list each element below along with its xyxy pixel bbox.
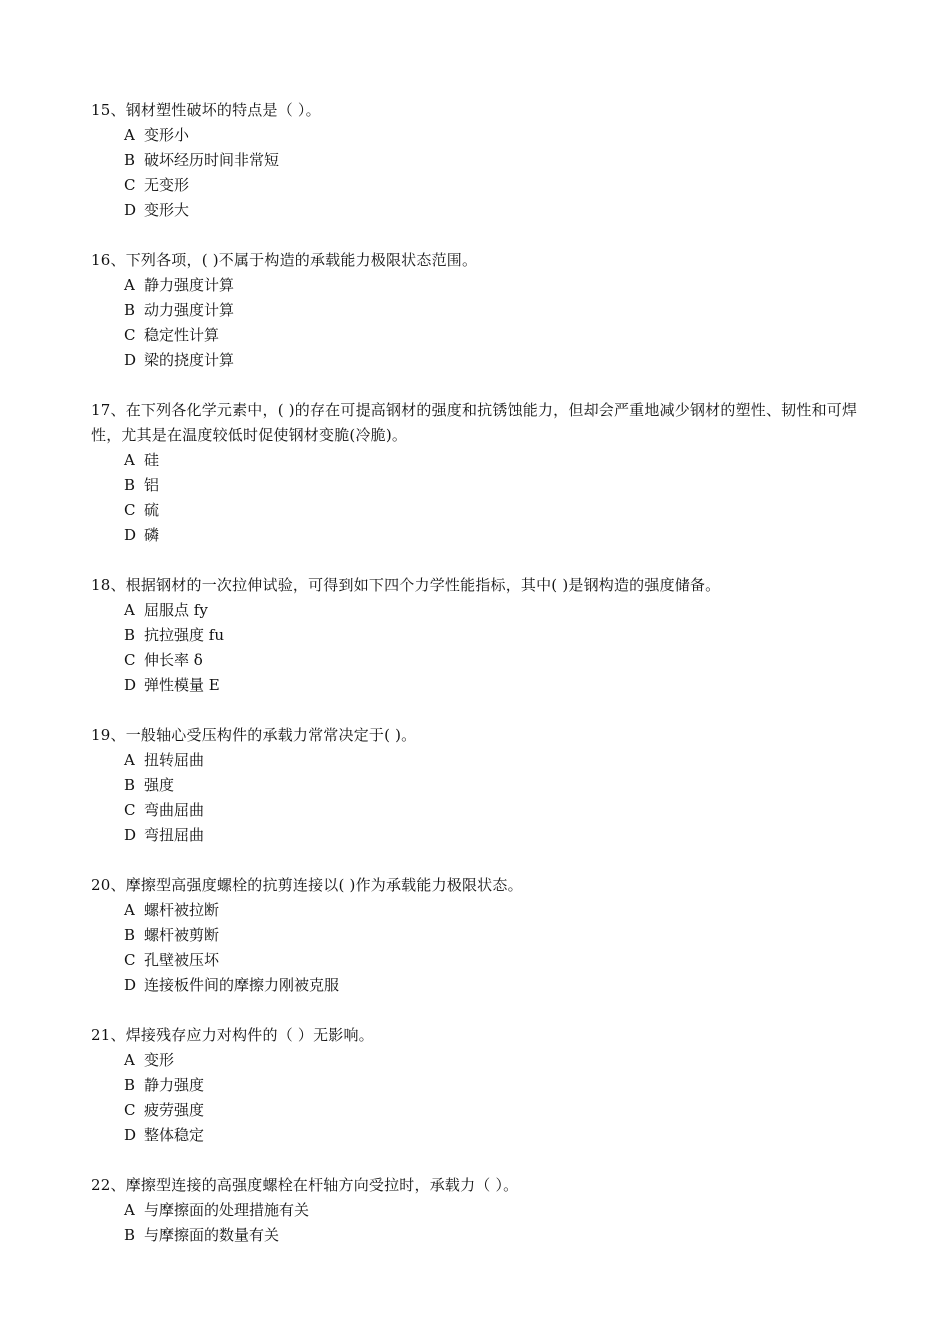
option-letter: A xyxy=(124,126,135,144)
option-letter: D xyxy=(124,1126,137,1144)
option-b xyxy=(124,1223,950,1248)
option-a xyxy=(124,1198,950,1223)
option-c xyxy=(124,498,950,523)
question-text: 在下列各化学元素中，( )的存在可提高钢材的强度和抗锈蚀能力，但却会严重地减少钢材的塑性、韧性和可焊性，尤其是在温度较低时促使钢材变脆(冷脆)。 xyxy=(91,401,858,444)
option-text: 弯曲屈曲 xyxy=(144,801,205,819)
option-b xyxy=(124,1073,950,1098)
question-text: 摩擦型连接的高强度螺栓在杆轴方向受拉时，承载力（ ）。 xyxy=(125,1176,519,1194)
option-letter: A xyxy=(124,751,135,769)
option-text: 扭转屈曲 xyxy=(144,751,205,769)
option-d xyxy=(124,673,950,698)
option-a xyxy=(124,598,950,623)
option-letter: B xyxy=(124,926,136,944)
option-a xyxy=(124,748,950,773)
question-number: 21 xyxy=(91,1026,111,1044)
option-letter: C xyxy=(124,801,136,819)
option-letter: D xyxy=(124,976,137,994)
option-d xyxy=(124,523,950,548)
option-a xyxy=(124,448,950,473)
option-text: 弹性模量 E xyxy=(144,676,220,694)
question-15 xyxy=(0,98,950,223)
option-b xyxy=(124,298,950,323)
option-letter: A xyxy=(124,451,135,469)
option-letter: A xyxy=(124,1051,135,1069)
option-text: 与摩擦面的处理措施有关 xyxy=(144,1201,310,1219)
option-d xyxy=(124,198,950,223)
option-text: 硫 xyxy=(144,501,160,519)
question-16 xyxy=(0,248,950,373)
option-text: 屈服点 fy xyxy=(144,601,208,619)
question-text: 根据钢材的一次拉伸试验，可得到如下四个力学性能指标，其中( )是钢构造的强度储备。 xyxy=(125,576,721,594)
option-c xyxy=(124,173,950,198)
question-text: 钢材塑性破坏的特点是（ ）。 xyxy=(125,101,321,119)
option-d xyxy=(124,973,950,998)
option-c xyxy=(124,323,950,348)
question-text: 摩擦型高强度螺栓的抗剪连接以( )作为承载能力极限状态。 xyxy=(125,876,523,894)
option-letter: C xyxy=(124,951,136,969)
option-c xyxy=(124,948,950,973)
question-18 xyxy=(0,573,950,698)
option-text: 抗拉强度 fu xyxy=(144,626,224,644)
question-number: 20 xyxy=(91,876,111,894)
option-letter: A xyxy=(124,901,135,919)
question-stem: 20、摩擦型高强度螺栓的抗剪连接以( )作为承载能力极限状态。 xyxy=(91,876,523,894)
option-c xyxy=(124,1098,950,1123)
option-b xyxy=(124,923,950,948)
option-b xyxy=(124,623,950,648)
option-letter: C xyxy=(124,651,136,669)
option-b xyxy=(124,773,950,798)
option-text: 无变形 xyxy=(144,176,190,194)
question-stem: 19、一般轴心受压构件的承载力常常决定于( )。 xyxy=(91,726,417,744)
option-letter: B xyxy=(124,301,136,319)
option-text: 磷 xyxy=(144,526,160,544)
question-stem: 15、钢材塑性破坏的特点是（ ）。 xyxy=(91,101,321,119)
option-letter: D xyxy=(124,826,137,844)
option-letter: D xyxy=(124,526,137,544)
question-number: 19 xyxy=(91,726,111,744)
option-letter: B xyxy=(124,626,136,644)
option-letter: C xyxy=(124,176,136,194)
option-letter: A xyxy=(124,601,135,619)
question-list xyxy=(0,98,950,1273)
option-text: 梁的挠度计算 xyxy=(144,351,235,369)
option-b xyxy=(124,473,950,498)
question-stem: 22、摩擦型连接的高强度螺栓在杆轴方向受拉时，承载力（ ）。 xyxy=(91,1176,519,1194)
question-19 xyxy=(0,723,950,848)
question-number: 15 xyxy=(91,101,111,119)
question-text: 下列各项，( )不属于构造的承载能力极限状态范围。 xyxy=(125,251,478,269)
option-letter: B xyxy=(124,1226,136,1244)
option-text: 动力强度计算 xyxy=(144,301,235,319)
question-stem: 17、在下列各化学元素中，( )的存在可提高钢材的强度和抗锈蚀能力，但却会严重地减少钢材的塑性、韧性和可焊性，尤其是在温度较低时促使钢材变脆(冷脆)。 xyxy=(91,401,858,444)
option-text: 与摩擦面的数量有关 xyxy=(144,1226,280,1244)
question-20 xyxy=(0,873,950,998)
option-a xyxy=(124,273,950,298)
question-stem: 18、根据钢材的一次拉伸试验，可得到如下四个力学性能指标，其中( )是钢构造的强度储备。 xyxy=(91,576,721,594)
option-a xyxy=(124,898,950,923)
option-text: 疲劳强度 xyxy=(144,1101,205,1119)
question-number: 17 xyxy=(91,401,111,419)
option-c xyxy=(124,798,950,823)
option-text: 强度 xyxy=(144,776,175,794)
option-letter: D xyxy=(124,201,137,219)
option-text: 连接板件间的摩擦力刚被克服 xyxy=(144,976,340,994)
question-number: 16 xyxy=(91,251,111,269)
option-text: 变形小 xyxy=(144,126,190,144)
option-text: 静力强度 xyxy=(144,1076,205,1094)
option-text: 变形 xyxy=(144,1051,175,1069)
option-text: 孔壁被压坏 xyxy=(144,951,220,969)
question-21 xyxy=(0,1023,950,1148)
option-letter: A xyxy=(124,276,135,294)
option-d xyxy=(124,823,950,848)
question-number: 22 xyxy=(91,1176,111,1194)
option-letter: B xyxy=(124,1076,136,1094)
option-letter: B xyxy=(124,476,136,494)
option-letter: B xyxy=(124,776,136,794)
option-text: 稳定性计算 xyxy=(144,326,220,344)
option-d xyxy=(124,348,950,373)
option-c xyxy=(124,648,950,673)
option-letter: C xyxy=(124,501,136,519)
option-text: 铝 xyxy=(144,476,160,494)
option-text: 破坏经历时间非常短 xyxy=(144,151,280,169)
option-letter: D xyxy=(124,351,137,369)
question-text: 焊接残存应力对构件的（ ）无影响。 xyxy=(125,1026,374,1044)
option-text: 螺杆被剪断 xyxy=(144,926,220,944)
option-a xyxy=(124,1048,950,1073)
option-text: 整体稳定 xyxy=(144,1126,205,1144)
option-text: 变形大 xyxy=(144,201,190,219)
option-text: 伸长率 δ xyxy=(144,651,203,669)
option-text: 弯扭屈曲 xyxy=(144,826,205,844)
option-letter: C xyxy=(124,326,136,344)
question-17 xyxy=(0,398,950,548)
option-letter: B xyxy=(124,151,136,169)
option-text: 螺杆被拉断 xyxy=(144,901,220,919)
question-stem: 16、下列各项，( )不属于构造的承载能力极限状态范围。 xyxy=(91,251,478,269)
option-letter: C xyxy=(124,1101,136,1119)
option-text: 硅 xyxy=(144,451,160,469)
option-letter: D xyxy=(124,676,137,694)
option-text: 静力强度计算 xyxy=(144,276,235,294)
option-letter: A xyxy=(124,1201,135,1219)
question-text: 一般轴心受压构件的承载力常常决定于( )。 xyxy=(125,726,417,744)
question-22 xyxy=(0,1173,950,1248)
question-number: 18 xyxy=(91,576,111,594)
option-d xyxy=(124,1123,950,1148)
option-b xyxy=(124,148,950,173)
question-stem: 21、焊接残存应力对构件的（ ）无影响。 xyxy=(91,1026,374,1044)
option-a xyxy=(124,123,950,148)
